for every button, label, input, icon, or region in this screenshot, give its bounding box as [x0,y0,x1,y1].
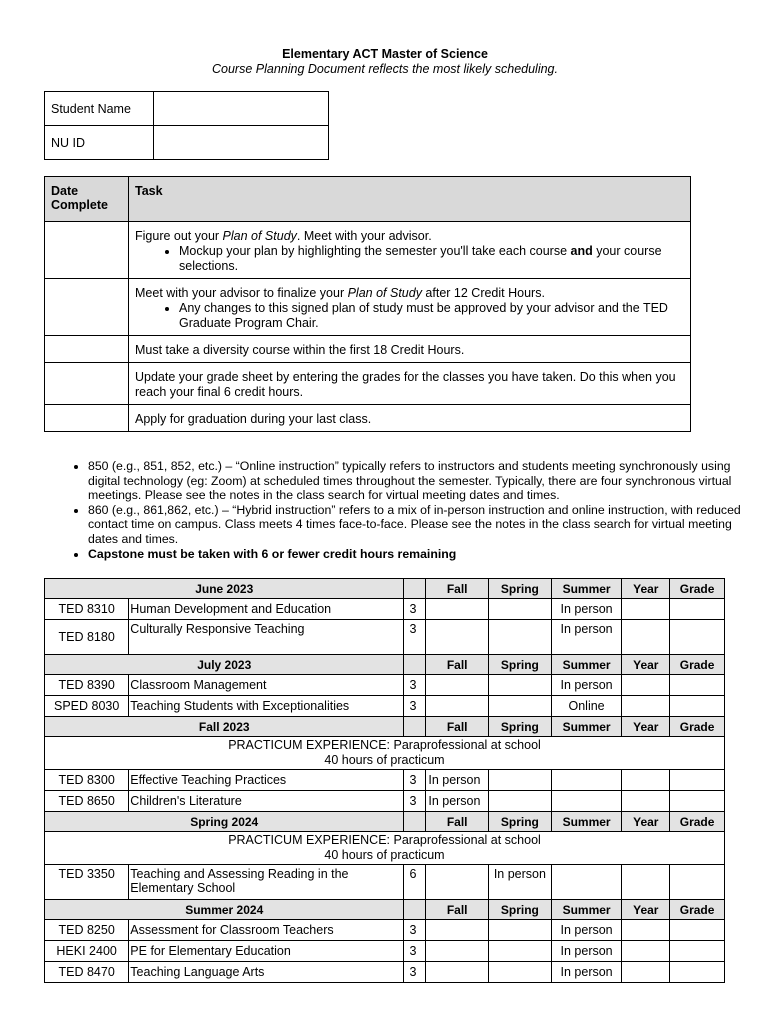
fall-header: Fall [426,900,489,920]
year-cell[interactable] [622,791,670,812]
date-complete-header: Date Complete [45,177,129,222]
task-emphasis: Plan of Study [222,229,297,243]
grade-header: Grade [670,900,725,920]
course-name: Culturally Responsive Teaching [129,620,404,655]
course-credits: 3 [404,920,426,941]
fall-header: Fall [426,579,489,599]
nu-id-field[interactable] [154,126,329,160]
course-row [45,675,725,696]
spring-header: Spring [489,812,552,832]
practicum-note [45,737,725,770]
spring-cell [489,770,552,791]
student-info-table [44,91,329,160]
fall-cell [426,941,489,962]
summer-header: Summer [551,655,622,675]
practicum-note [45,832,725,865]
term-label: July 2023 [45,655,404,675]
task-cell [129,222,691,279]
course-row [45,941,725,962]
summer-header: Summer [551,717,622,737]
course-name: Teaching and Assessing Reading in the Elementary School [129,865,404,900]
bullet-text: your course selections. [179,244,662,273]
course-name: Children's Literature [129,791,404,812]
task-text: Figure out your [135,229,223,243]
date-complete-cell[interactable] [45,222,129,279]
course-row [45,620,725,655]
task-text: Meet with your advisor to finalize your [135,286,348,300]
bullet-text: Mockup your plan by highlighting the semester you'll take each course [179,244,571,258]
grade-cell[interactable] [670,599,725,620]
year-cell[interactable] [622,599,670,620]
grade-cell[interactable] [670,791,725,812]
summer-cell [551,791,622,812]
spring-cell: In person [489,865,552,900]
task-row [45,363,691,405]
task-row [45,222,691,279]
grade-header: Grade [670,717,725,737]
summer-header: Summer [551,579,622,599]
fall-cell [426,620,489,655]
grade-cell[interactable] [670,696,725,717]
grade-header: Grade [670,655,725,675]
note-online: • 850 (e.g., 851, 852, etc.) – “Online instruction” typically refers to instructors and students meeting synchronously using digital technology (eg: Zoom) at scheduled times throughout the semester. Typically, there are four synchronous virtual meetings. Please see the notes in the class search for virtual meeting dates and times. [88,459,748,503]
spring-header: Spring [489,655,552,675]
summer-cell: In person [551,599,622,620]
grade-cell[interactable] [670,770,725,791]
task-bullet [179,244,684,274]
spring-cell [489,791,552,812]
task-text: after 12 Credit Hours. [421,286,545,300]
course-row [45,962,725,983]
course-name: Effective Teaching Practices [129,770,404,791]
course-plan-table [44,578,725,983]
summer-cell [551,865,622,900]
year-header: Year [622,655,670,675]
year-cell[interactable] [622,620,670,655]
course-code: TED 8250 [45,920,129,941]
term-label: Fall 2023 [45,717,404,737]
course-credits: 3 [404,791,426,812]
grade-cell[interactable] [670,865,725,900]
practicum-text: PRACTICUM EXPERIENCE: Paraprofessional at school [228,738,541,752]
course-credits: 3 [404,962,426,983]
summer-cell [551,770,622,791]
spring-cell [489,941,552,962]
year-cell[interactable] [622,920,670,941]
task-header: Task [129,177,691,222]
grade-cell[interactable] [670,962,725,983]
task-text: . Meet with your advisor. [296,229,432,243]
summer-header: Summer [551,812,622,832]
grade-cell[interactable] [670,620,725,655]
date-complete-cell[interactable] [45,363,129,405]
course-credits: 3 [404,620,426,655]
bullet-emphasis: and [570,244,593,258]
credits-header [404,579,426,599]
nu-id-label: NU ID [45,126,154,160]
year-cell[interactable] [622,941,670,962]
year-header: Year [622,717,670,737]
credits-header [404,900,426,920]
summer-cell: In person [551,941,622,962]
fall-cell [426,920,489,941]
student-name-field[interactable] [154,92,329,126]
year-header: Year [622,579,670,599]
course-row [45,865,725,900]
notes-list [62,459,748,561]
course-code: TED 8310 [45,599,129,620]
task-emphasis: Plan of Study [347,286,422,300]
course-code: TED 8650 [45,791,129,812]
course-row [45,791,725,812]
grade-cell[interactable] [670,920,725,941]
document-subtitle: Course Planning Document reflects the most likely scheduling. [211,62,558,76]
term-header [45,812,725,832]
course-row [45,599,725,620]
course-name: Teaching Students with Exceptionalities [129,696,404,717]
spring-cell [489,599,552,620]
term-header [45,717,725,737]
year-cell[interactable] [622,962,670,983]
course-code: TED 8390 [45,675,129,696]
task-cell [129,279,691,336]
term-header [45,655,725,675]
fall-cell [426,599,489,620]
course-name: Teaching Language Arts [129,962,404,983]
document-title: Elementary ACT Master of Science [282,47,488,61]
grade-header: Grade [670,579,725,599]
student-name-label: Student Name [45,92,154,126]
task-checklist-table [44,176,691,432]
task-bullet: • Any changes to this signed plan of study must be approved by your advisor and the TED Graduate Program Chair. [179,301,684,331]
fall-header: Fall [426,812,489,832]
credits-header [404,655,426,675]
date-complete-cell[interactable] [45,279,129,336]
summer-cell: In person [551,962,622,983]
fall-cell [426,675,489,696]
credits-header [404,717,426,737]
year-cell[interactable] [622,865,670,900]
course-row [45,696,725,717]
practicum-row [45,832,725,865]
term-label: June 2023 [45,579,404,599]
summer-header: Summer [551,900,622,920]
credits-header [404,812,426,832]
course-code: SPED 8030 [45,696,129,717]
spring-cell [489,920,552,941]
course-credits: 3 [404,770,426,791]
task-row [45,405,691,432]
year-header: Year [622,812,670,832]
course-row [45,920,725,941]
course-code: TED 3350 [45,865,129,900]
term-label: Spring 2024 [45,812,404,832]
fall-cell [426,962,489,983]
task-cell: Apply for graduation during your last class. [129,405,691,432]
course-credits: 3 [404,941,426,962]
note-capstone-text: Capstone must be taken with 6 or fewer credit hours remaining [88,546,457,561]
grade-cell[interactable] [670,675,725,696]
course-code: HEKI 2400 [45,941,129,962]
course-name: Classroom Management [129,675,404,696]
grade-cell[interactable] [670,941,725,962]
course-code: TED 8180 [45,620,129,655]
practicum-hours: 40 hours of practicum [324,753,445,767]
task-cell: Must take a diversity course within the first 18 Credit Hours. [129,336,691,363]
spring-cell [489,675,552,696]
spring-header: Spring [489,717,552,737]
summer-cell: In person [551,920,622,941]
spring-cell [489,962,552,983]
fall-header: Fall [426,717,489,737]
year-header: Year [622,900,670,920]
task-row [45,279,691,336]
practicum-hours: 40 hours of practicum [324,848,445,862]
summer-cell: In person [551,675,622,696]
practicum-text: PRACTICUM EXPERIENCE: Paraprofessional at school [228,833,541,847]
practicum-row [45,737,725,770]
course-credits: 6 [404,865,426,900]
term-header [45,900,725,920]
term-label: Summer 2024 [45,900,404,920]
course-name: PE for Elementary Education [129,941,404,962]
spring-header: Spring [489,900,552,920]
summer-cell: In person [551,620,622,655]
year-cell[interactable] [622,675,670,696]
course-row [45,770,725,791]
date-complete-cell[interactable] [45,405,129,432]
fall-cell: In person [426,770,489,791]
course-credits: 3 [404,696,426,717]
note-capstone [88,547,748,562]
task-row [45,336,691,363]
course-name: Assessment for Classroom Teachers [129,920,404,941]
summer-cell: Online [551,696,622,717]
task-cell: Update your grade sheet by entering the grades for the classes you have taken. Do this when you reach your final 6 credit hours. [129,363,691,405]
term-header [45,579,725,599]
spring-header: Spring [489,579,552,599]
course-credits: 3 [404,599,426,620]
fall-cell: In person [426,791,489,812]
year-cell[interactable] [622,770,670,791]
fall-cell [426,696,489,717]
year-cell[interactable] [622,696,670,717]
fall-cell [426,865,489,900]
course-code: TED 8470 [45,962,129,983]
course-code: TED 8300 [45,770,129,791]
note-hybrid: • 860 (e.g., 861,862, etc.) – “Hybrid instruction” refers to a mix of in-person instruction and online instruction, with reduced contact time on campus. Class meets 4 times face-to-face. Please see the notes in the class search for virtual meeting dates and times. [88,503,748,547]
spring-cell [489,620,552,655]
grade-header: Grade [670,812,725,832]
course-credits: 3 [404,675,426,696]
date-complete-cell[interactable] [45,336,129,363]
spring-cell [489,696,552,717]
fall-header: Fall [426,655,489,675]
course-name: Human Development and Education [129,599,404,620]
